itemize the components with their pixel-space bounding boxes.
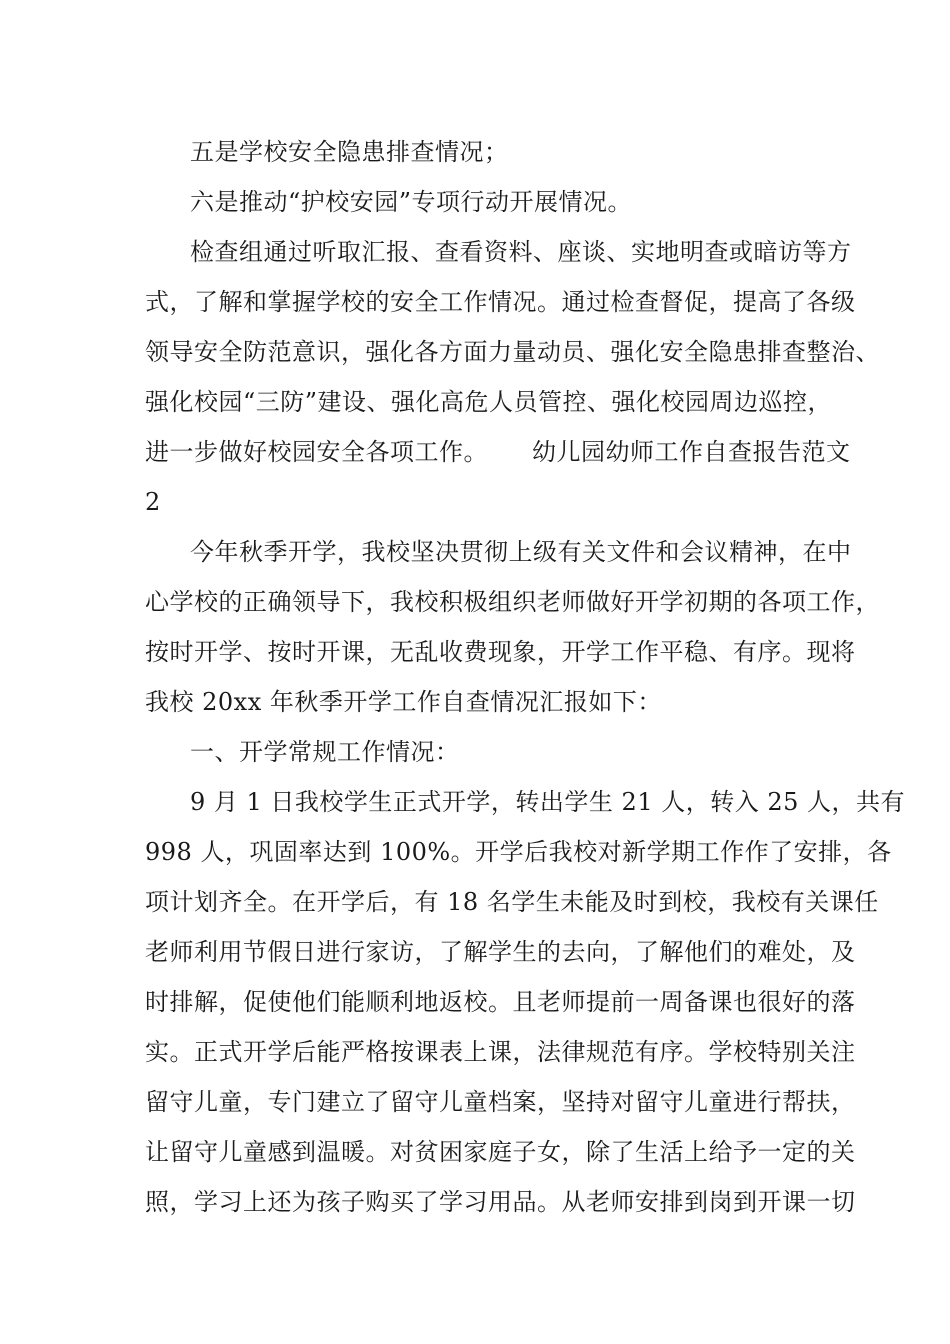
text-line: 我校 20xx 年秋季开学工作自查情况汇报如下： (145, 688, 662, 716)
subheading: 一、开学常规工作情况： (190, 738, 460, 766)
text-line: 六是推动“护校安园”专项行动开展情况。 (190, 188, 633, 216)
text-line: 心学校的正确领导下，我校积极组织老师做好开学初期的各项工作， (145, 588, 880, 616)
text-line: 今年秋季开学，我校坚决贯彻上级有关文件和会议精神，在中 (190, 538, 852, 566)
text-line: 9 月 1 日我校学生正式开学，转出学生 21 人，转入 25 人，共有 (190, 788, 906, 816)
text-line-with-title (145, 436, 851, 468)
text-line: 时排解，促使他们能顺利地返校。且老师提前一周备课也很好的落 (145, 988, 856, 1016)
text-line: 让留守儿童感到温暖。对贫困家庭子女，除了生活上给予一定的关 (145, 1138, 856, 1166)
text-line: 检查组通过听取汇报、查看资料、座谈、实地明查或暗访等方 (190, 238, 852, 266)
text-line: 照，学习上还为孩子购买了学习用品。从老师安排到岗到开课一切 (145, 1188, 856, 1216)
text-line: 实。正式开学后能严格按课表上课，法律规范有序。学校特别关注 (145, 1038, 856, 1066)
text-line: 项计划齐全。在开学后，有 18 名学生未能及时到校，我校有关课任 (145, 888, 879, 916)
text-line: 998 人，巩固率达到 100%。开学后我校对新学期工作作了安排，各 (145, 838, 892, 866)
text-line: 强化校园“三防”建设、强化高危人员管控、强化校园周边巡控， (145, 388, 833, 416)
text-line: 老师利用节假日进行家访，了解学生的去向，了解他们的难处，及 (145, 938, 856, 966)
text-line: 式，了解和掌握学校的安全工作情况。通过检查督促，提高了各级 (145, 288, 856, 316)
text-line: 领导安全防范意识，强化各方面力量动员、强化安全隐患排查整治、 (145, 338, 880, 366)
paragraph-end-text: 进一步做好校园安全各项工作。 (145, 438, 488, 466)
text-line: 留守儿童，专门建立了留守儿童档案，坚持对留守儿童进行帮扶， (145, 1088, 856, 1116)
section-number: 2 (145, 488, 161, 516)
section-title: 幼儿园幼师工作自查报告范文 (532, 438, 851, 466)
text-line: 按时开学、按时开课，无乱收费现象，开学工作平稳、有序。现将 (145, 638, 856, 666)
text-line: 五是学校安全隐患排查情况； (190, 138, 509, 166)
